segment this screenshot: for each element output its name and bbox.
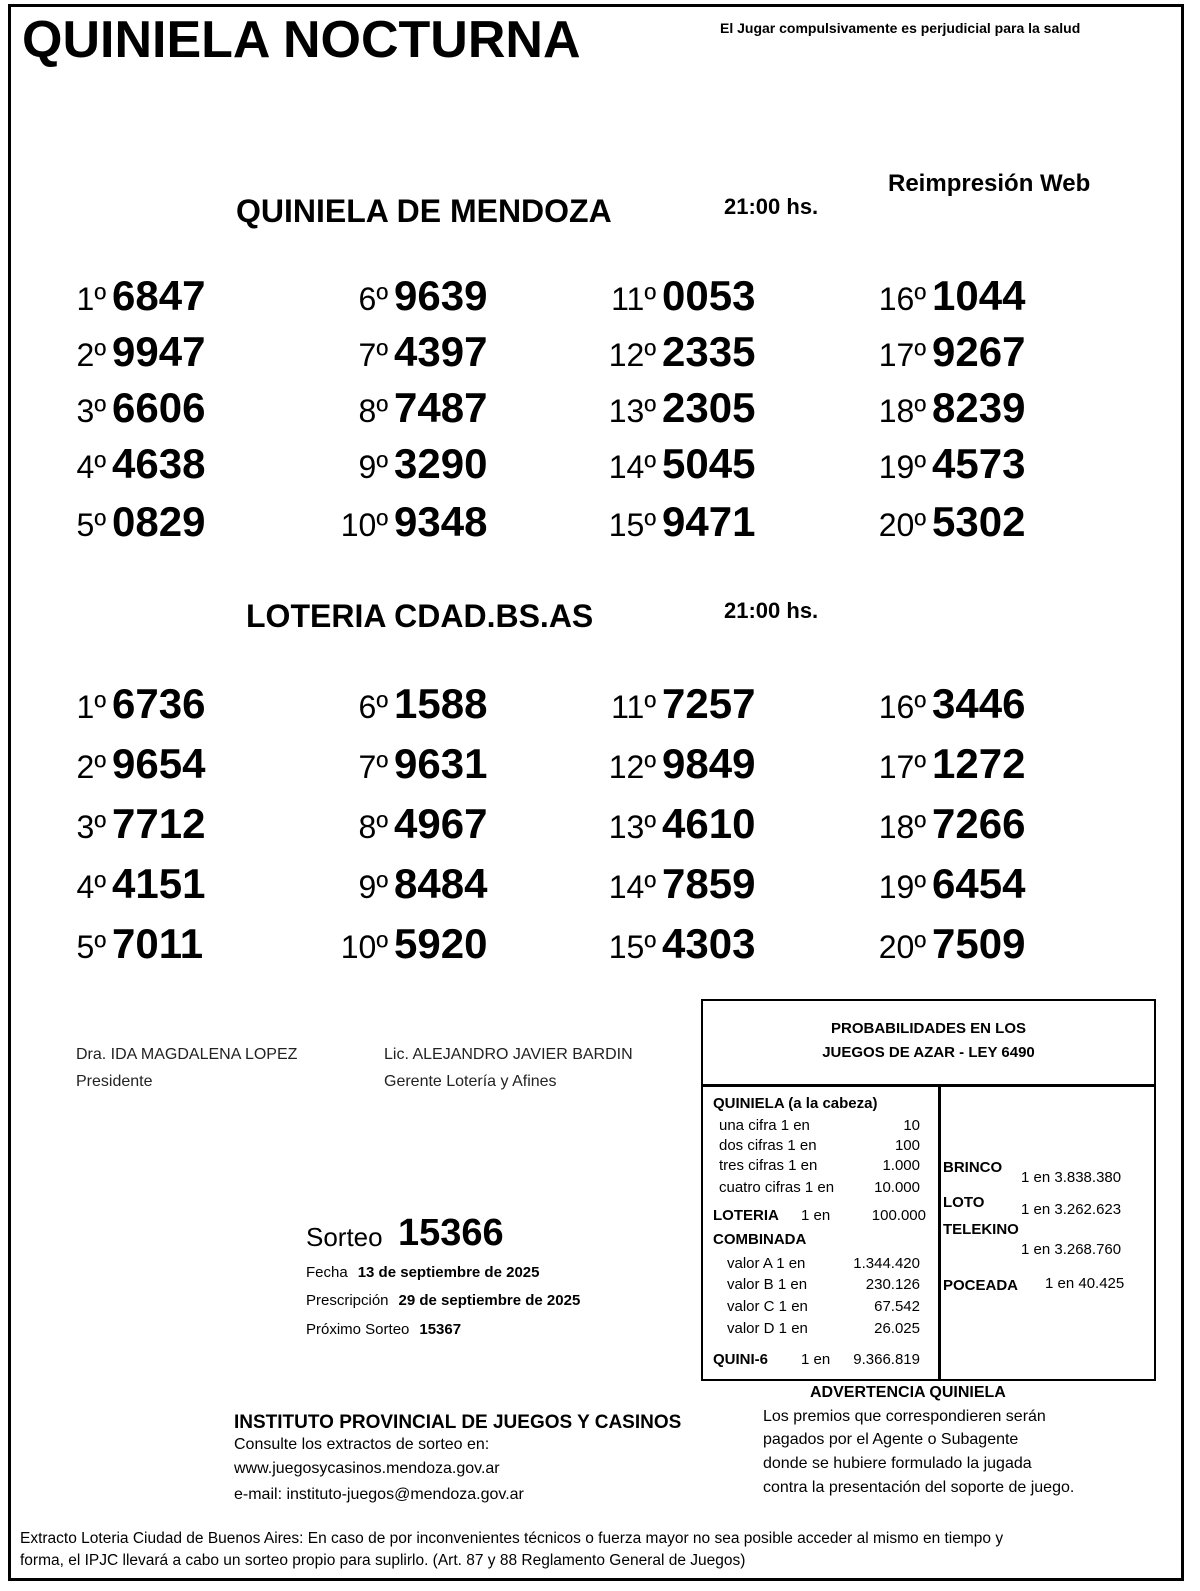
result-number: 1272 <box>932 740 1026 787</box>
result-position: 5º <box>76 929 106 965</box>
reprint-label: Reimpresión Web <box>888 170 1091 197</box>
signature-role-manager: Gerente Lotería y Afines <box>384 1073 557 1090</box>
quini6-prob-label: QUINI-6 <box>713 1351 769 1368</box>
result-position: 19º <box>878 869 926 905</box>
footer-line: forma, el IPJC llevará a cabo un sorteo propio para suplirlo. (Art. 87 y 88 Reglamento General de Juegos) <box>20 1552 746 1569</box>
result-number: 8484 <box>394 860 488 907</box>
result-number: 6847 <box>112 272 206 319</box>
quiniela-prob-row-label: tres cifras 1 en <box>719 1157 818 1174</box>
result-position: 11º <box>611 689 656 725</box>
result-position: 8º <box>358 393 388 429</box>
result-cell <box>62 860 205 908</box>
result-number: 7859 <box>662 860 756 907</box>
result-position: 13º <box>608 393 656 429</box>
result-cell <box>62 800 205 848</box>
result-position: 2º <box>76 337 106 373</box>
quiniela-prob-row-value: 10.000 <box>874 1179 920 1196</box>
result-number: 7487 <box>394 384 488 431</box>
signature-name-president: Dra. IDA MAGDALENA LOPEZ <box>76 1046 298 1063</box>
result-position: 15º <box>608 929 656 965</box>
fecha-label: Fecha <box>306 1264 348 1281</box>
result-position: 13º <box>608 809 656 845</box>
result-number: 9654 <box>112 740 206 787</box>
result-number: 0829 <box>112 498 206 545</box>
result-position: 1º <box>76 689 106 725</box>
loto-prob-value: 1 en 3.262.623 <box>1021 1201 1122 1218</box>
quiniela-prob-row-value: 1.000 <box>882 1157 920 1174</box>
result-position: 20º <box>878 929 926 965</box>
result-number: 4151 <box>112 860 206 907</box>
result-number: 8239 <box>932 384 1026 431</box>
poceada-prob-value: 1 en 40.425 <box>1045 1275 1125 1292</box>
telekino-prob-value: 1 en 3.268.760 <box>1021 1241 1122 1258</box>
result-number: 3446 <box>932 680 1026 727</box>
result-cell <box>598 800 755 848</box>
institute-website: www.juegosycasinos.mendoza.gov.ar <box>234 1460 500 1477</box>
result-position: 18º <box>878 809 926 845</box>
result-number: 4967 <box>394 800 488 847</box>
result-number: 9947 <box>112 328 206 375</box>
result-number: 9631 <box>394 740 488 787</box>
proximo-sorteo-value: 15367 <box>419 1321 462 1338</box>
result-cell <box>598 328 755 376</box>
result-cell <box>868 860 1025 908</box>
result-number: 1044 <box>932 272 1026 319</box>
result-cell <box>62 740 205 788</box>
section-time-mendoza: 21:00 hs. <box>724 194 819 219</box>
probabilities-header <box>703 1001 1154 1087</box>
result-cell <box>868 680 1025 728</box>
result-cell <box>330 384 487 432</box>
page-title: QUINIELA NOCTURNA <box>22 11 581 69</box>
footer-note <box>20 1528 1003 1572</box>
result-position: 7º <box>358 749 388 785</box>
advertencia-line: donde se hubiere formulado la jugada <box>763 1455 1032 1472</box>
sorteo-number: 15366 <box>398 1212 504 1254</box>
result-position: 1º <box>76 281 106 317</box>
result-cell <box>330 272 487 320</box>
result-position: 17º <box>878 337 926 373</box>
result-position: 6º <box>358 689 388 725</box>
result-position: 10º <box>340 929 388 965</box>
result-number: 5302 <box>932 498 1026 545</box>
brinco-prob-label: BRINCO <box>943 1159 1003 1176</box>
advertencia-title: ADVERTENCIA QUINIELA <box>810 1384 1006 1401</box>
result-cell <box>598 920 755 968</box>
signature-name-manager: Lic. ALEJANDRO JAVIER BARDIN <box>384 1046 633 1063</box>
footer-line: Extracto Loteria Ciudad de Buenos Aires: En caso de por inconvenientes técnicos o fuerza mayor no sea posible acceder al mismo en tiempo y <box>20 1530 1004 1547</box>
result-number: 9471 <box>662 498 756 545</box>
loteria-prob-value: 100.000 <box>871 1207 926 1224</box>
result-cell <box>62 384 205 432</box>
result-cell <box>868 498 1025 546</box>
result-position: 10º <box>340 507 388 543</box>
result-position: 2º <box>76 749 106 785</box>
result-cell <box>598 498 755 546</box>
quiniela-prob-row-label: dos cifras 1 en <box>719 1137 817 1154</box>
result-position: 15º <box>608 507 656 543</box>
result-number: 2305 <box>662 384 756 431</box>
quiniela-prob-label: QUINIELA (a la cabeza) <box>713 1095 878 1112</box>
result-cell <box>868 328 1025 376</box>
result-cell <box>330 920 487 968</box>
result-cell <box>598 860 755 908</box>
sorteo-label: Sorteo <box>306 1222 383 1252</box>
result-cell <box>62 498 205 546</box>
combinada-prob-row-label: valor B 1 en <box>727 1276 808 1293</box>
result-cell <box>330 440 487 488</box>
result-cell <box>330 328 487 376</box>
result-cell <box>330 800 487 848</box>
institute-email: e-mail: instituto-juegos@mendoza.gov.ar <box>234 1486 524 1503</box>
result-cell <box>598 680 755 728</box>
loto-prob-label: LOTO <box>943 1194 985 1211</box>
results-grid-mendoza <box>0 272 1200 552</box>
result-cell <box>62 920 203 968</box>
result-number: 9348 <box>394 498 488 545</box>
result-cell <box>868 920 1025 968</box>
combinada-prob-row-label: valor D 1 en <box>727 1320 808 1337</box>
fecha-value: 13 de septiembre de 2025 <box>357 1264 540 1281</box>
result-cell <box>330 680 487 728</box>
result-position: 11º <box>611 281 656 317</box>
result-number: 4610 <box>662 800 756 847</box>
result-number: 5045 <box>662 440 756 487</box>
advertencia-line: contra la presentación del soporte de juego. <box>763 1479 1075 1496</box>
result-number: 7266 <box>932 800 1026 847</box>
result-position: 16º <box>878 689 926 725</box>
result-position: 19º <box>878 449 926 485</box>
proximo-sorteo-label: Próximo Sorteo <box>306 1321 410 1338</box>
quini6-prob-prefix: 1 en <box>801 1351 831 1368</box>
result-cell <box>62 440 205 488</box>
result-number: 6736 <box>112 680 206 727</box>
result-position: 4º <box>76 869 106 905</box>
combinada-prob-row-label: valor A 1 en <box>727 1255 806 1272</box>
result-number: 7257 <box>662 680 756 727</box>
poceada-prob-label: POCEADA <box>943 1277 1019 1294</box>
result-number: 3290 <box>394 440 488 487</box>
result-position: 9º <box>358 869 388 905</box>
result-cell <box>868 800 1025 848</box>
quiniela-prob-row-label: una cifra 1 en <box>719 1117 810 1134</box>
combinada-prob-row-value: 1.344.420 <box>853 1255 920 1272</box>
quiniela-prob-row-value: 10 <box>903 1117 920 1134</box>
result-number: 4397 <box>394 328 488 375</box>
signature-role-president: Presidente <box>76 1073 153 1090</box>
result-cell <box>868 384 1025 432</box>
result-number: 0053 <box>662 272 756 319</box>
result-position: 18º <box>878 393 926 429</box>
result-number: 7712 <box>112 800 206 847</box>
institute-consult-line: Consulte los extractos de sorteo en: <box>234 1436 490 1453</box>
result-number: 9639 <box>394 272 488 319</box>
result-position: 5º <box>76 507 106 543</box>
result-cell <box>598 272 755 320</box>
prescripcion-label: Prescripción <box>306 1292 389 1309</box>
brinco-prob-value: 1 en 3.838.380 <box>1021 1169 1122 1186</box>
result-cell <box>330 860 487 908</box>
probabilities-box <box>701 999 1156 1381</box>
result-position: 20º <box>878 507 926 543</box>
result-cell <box>598 740 755 788</box>
quini6-prob-value: 9.366.819 <box>853 1351 920 1368</box>
result-cell <box>598 440 755 488</box>
result-cell <box>598 384 755 432</box>
combinada-prob-row-value: 230.126 <box>865 1276 920 1293</box>
result-cell <box>62 272 205 320</box>
result-cell <box>868 272 1025 320</box>
result-cell <box>330 498 487 546</box>
result-number: 9267 <box>932 328 1026 375</box>
result-position: 12º <box>608 337 656 373</box>
health-warning: El Jugar compulsivamente es perjudicial para la salud <box>720 20 1081 36</box>
section-title-loteria-bsas: LOTERIA CDAD.BS.AS <box>246 598 594 634</box>
result-position: 17º <box>878 749 926 785</box>
result-position: 3º <box>76 809 106 845</box>
institute-name: INSTITUTO PROVINCIAL DE JUEGOS Y CASINOS <box>234 1412 682 1433</box>
telekino-prob-label: TELEKINO <box>943 1221 1019 1238</box>
result-number: 6606 <box>112 384 206 431</box>
result-position: 6º <box>358 281 388 317</box>
result-cell <box>868 440 1025 488</box>
section-time-loteria-bsas: 21:00 hs. <box>724 598 819 623</box>
result-position: 4º <box>76 449 106 485</box>
result-number: 4573 <box>932 440 1026 487</box>
combinada-prob-label: COMBINADA <box>713 1231 807 1248</box>
result-position: 14º <box>608 449 656 485</box>
result-cell <box>62 328 205 376</box>
result-number: 9849 <box>662 740 756 787</box>
result-position: 7º <box>358 337 388 373</box>
result-number: 4303 <box>662 920 756 967</box>
result-position: 9º <box>358 449 388 485</box>
result-number: 5920 <box>394 920 488 967</box>
loteria-prob-label: LOTERIA <box>713 1207 779 1224</box>
result-cell <box>330 740 487 788</box>
result-number: 6454 <box>932 860 1026 907</box>
section-title-mendoza: QUINIELA DE MENDOZA <box>236 193 612 229</box>
result-cell <box>868 740 1025 788</box>
prescripcion-value: 29 de septiembre de 2025 <box>398 1292 581 1309</box>
combinada-prob-row-value: 26.025 <box>874 1320 920 1337</box>
advertencia-line: Los premios que correspondieren serán <box>763 1408 1046 1425</box>
probabilities-title-line1: PROBABILIDADES EN LOS <box>830 1020 1026 1037</box>
results-grid-loteria-bsas <box>0 680 1200 980</box>
advertencia-line: pagados por el Agente o Subagente <box>763 1431 1019 1448</box>
proximo-sorteo-row <box>306 1321 461 1338</box>
loteria-prob-prefix: 1 en <box>801 1207 831 1224</box>
result-number: 1588 <box>394 680 488 727</box>
result-number: 7011 <box>112 920 204 967</box>
probabilities-divider <box>938 1087 941 1381</box>
result-number: 7509 <box>932 920 1026 967</box>
probabilities-title-line2: JUEGOS DE AZAR - LEY 6490 <box>822 1044 1035 1061</box>
result-cell <box>62 680 205 728</box>
result-position: 16º <box>878 281 926 317</box>
combinada-prob-row-label: valor C 1 en <box>727 1298 808 1315</box>
quiniela-prob-row-label: cuatro cifras 1 en <box>719 1179 835 1196</box>
quiniela-prob-row-value: 100 <box>894 1137 920 1154</box>
result-position: 12º <box>608 749 656 785</box>
result-position: 8º <box>358 809 388 845</box>
combinada-prob-row-value: 67.542 <box>874 1298 920 1315</box>
result-number: 4638 <box>112 440 206 487</box>
result-position: 14º <box>608 869 656 905</box>
fecha-row <box>306 1264 539 1281</box>
prescripcion-row <box>306 1292 580 1309</box>
result-position: 3º <box>76 393 106 429</box>
result-number: 2335 <box>662 328 756 375</box>
